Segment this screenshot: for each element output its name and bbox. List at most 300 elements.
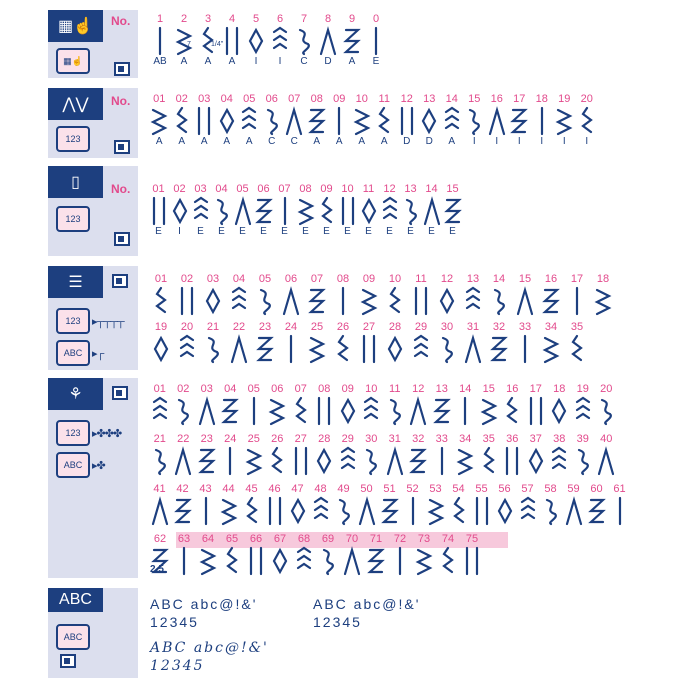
stitch-cell[interactable]: [148, 182, 169, 238]
stitch-cell[interactable]: [289, 432, 313, 476]
stitch-cell[interactable]: [571, 432, 595, 476]
number-select-tile[interactable]: 123: [56, 206, 90, 232]
section-decorative-1: [48, 266, 643, 370]
stitch-symbol-icon: [333, 334, 353, 364]
stitch-symbol-icon: [487, 106, 507, 136]
stitch-cell[interactable]: [219, 382, 243, 426]
stitch-cell[interactable]: [585, 482, 608, 526]
stitch-cell[interactable]: [337, 182, 358, 238]
stitch-number: 49: [337, 483, 350, 495]
presser-foot-icon: [114, 140, 130, 154]
stitch-number: 21: [206, 321, 220, 333]
stitch-symbol-icon: [449, 496, 469, 526]
stitch-cell[interactable]: [220, 12, 244, 68]
stitch-number: 53: [429, 483, 442, 495]
stitch-cell[interactable]: [351, 92, 374, 148]
stitch-cell[interactable]: [200, 272, 226, 316]
stitch-symbol-icon: [352, 106, 372, 136]
stitch-symbol-icon: [573, 396, 593, 426]
stitch-cell[interactable]: [383, 432, 407, 476]
stitch-cell[interactable]: [328, 92, 351, 148]
presser-foot-letter: A: [358, 136, 366, 147]
stitch-symbol-icon: [380, 196, 400, 226]
stitch-symbol-icon: [359, 334, 379, 364]
decorative-mode-2[interactable]: [48, 378, 103, 410]
select-tile[interactable]: [56, 48, 90, 74]
stitch-number: 08: [336, 273, 350, 285]
stitch-cell[interactable]: [292, 12, 316, 68]
stitch-cell[interactable]: [442, 182, 463, 238]
stitch-symbol-icon: [509, 106, 529, 136]
stitch-cell[interactable]: [286, 482, 309, 526]
stitch-symbol-icon: [567, 286, 587, 316]
stitch-symbol-icon: [291, 446, 311, 476]
stitch-cell[interactable]: [400, 182, 421, 238]
stitch-cell[interactable]: [278, 272, 304, 316]
stitch-cell[interactable]: [200, 320, 226, 364]
presser-foot-icon: [112, 386, 128, 400]
stitch-number: 75: [465, 533, 479, 545]
stitch-cell[interactable]: [240, 482, 263, 526]
number-header: No.: [111, 94, 131, 108]
stitch-symbol-icon: [246, 26, 266, 56]
stitch-cell[interactable]: [477, 382, 501, 426]
stitch-cell[interactable]: [407, 382, 431, 426]
stitch-cell[interactable]: [486, 272, 512, 316]
stitch-symbol-icon: [541, 496, 561, 526]
stitch-number: 62: [153, 533, 167, 545]
stitch-cell[interactable]: [388, 532, 412, 576]
stitch-number: 55: [475, 483, 488, 495]
number-select-tile[interactable]: 123: [56, 126, 90, 152]
stitch-cell[interactable]: [373, 92, 396, 148]
stitch-cell[interactable]: [364, 532, 388, 576]
stitch-symbol-icon: [366, 26, 386, 56]
stitch-symbol-icon: [455, 396, 475, 426]
stitch-cell[interactable]: [252, 320, 278, 364]
stitch-symbol-icon: [549, 396, 569, 426]
stitch-cell[interactable]: [477, 432, 501, 476]
stitch-symbol-icon: [198, 26, 224, 56]
stitch-cell[interactable]: [252, 272, 278, 316]
presser-foot-letter: E: [302, 226, 309, 237]
stitch-cell[interactable]: [174, 272, 200, 316]
letter-select-tile[interactable]: ABC: [56, 452, 90, 478]
stitch-symbol-icon: [432, 396, 452, 426]
stitch-number: 33: [518, 321, 532, 333]
stitch-cell[interactable]: [340, 532, 364, 576]
stitch-cell[interactable]: [493, 482, 516, 526]
stitch-symbol-icon: [177, 334, 197, 364]
stitch-number: 67: [273, 533, 287, 545]
stitch-cell[interactable]: [501, 432, 525, 476]
stitch-cell[interactable]: [211, 182, 232, 238]
stitch-number: 73: [417, 533, 431, 545]
stitch-cell[interactable]: [436, 532, 460, 576]
stitch-cell[interactable]: [430, 432, 454, 476]
stitch-symbol-icon: [397, 106, 417, 136]
decorative-mode[interactable]: [48, 266, 103, 298]
stitch-cell[interactable]: [226, 320, 252, 364]
stitch-number: 66: [249, 533, 263, 545]
stitch-number: 48: [314, 483, 327, 495]
presser-foot-letter: I: [495, 136, 499, 147]
stitch-cell[interactable]: [360, 382, 384, 426]
stitch-symbol-icon: [255, 286, 275, 316]
stitch-cell[interactable]: [295, 182, 316, 238]
presser-foot-letter: AB: [153, 56, 167, 67]
stitch-cell[interactable]: [516, 482, 539, 526]
presser-foot-letter: E: [155, 226, 162, 237]
stitch-cell[interactable]: [531, 92, 554, 148]
stitch-cell[interactable]: [447, 482, 470, 526]
stitch-number: 08: [310, 93, 323, 105]
stitch-number: 08: [318, 383, 331, 395]
font3-line2: 12345: [150, 658, 205, 674]
stitch-symbol-icon: [222, 546, 242, 576]
stitch-cell[interactable]: [226, 272, 252, 316]
stitch-cell[interactable]: [396, 92, 419, 148]
stitch-cell[interactable]: [172, 532, 196, 576]
alphabet-mode[interactable]: ABC: [48, 588, 103, 612]
stitch-grid: [148, 92, 598, 148]
sidebar-panel: [48, 166, 138, 256]
stitch-cell[interactable]: [336, 382, 360, 426]
stitch-number: 26: [271, 433, 284, 445]
stitch-cell[interactable]: [172, 432, 196, 476]
stitch-cell[interactable]: [382, 272, 408, 316]
stitch-cell[interactable]: [148, 382, 172, 426]
stitch-symbol-icon: [463, 334, 483, 364]
stitch-cell[interactable]: [434, 272, 460, 316]
stitch-number: 36: [506, 433, 519, 445]
stitch-cell[interactable]: [562, 482, 585, 526]
stitch-cell[interactable]: [424, 482, 447, 526]
stitch-cell[interactable]: [548, 432, 572, 476]
stitch-cell[interactable]: [524, 432, 548, 476]
stitch-cell[interactable]: [463, 92, 486, 148]
stitch-number: 13: [466, 273, 480, 285]
stitch-cell[interactable]: [501, 382, 525, 426]
stitch-symbol-icon: [567, 334, 587, 364]
stitch-cell[interactable]: [571, 382, 595, 426]
stitch-cell[interactable]: [292, 532, 316, 576]
stitch-cell[interactable]: [512, 272, 538, 316]
stitch-cell[interactable]: [564, 320, 590, 364]
stitch-cell[interactable]: [383, 382, 407, 426]
buttonhole-mode[interactable]: [48, 166, 103, 198]
stitch-cell[interactable]: [283, 92, 306, 148]
stitch-number: 03: [200, 383, 213, 395]
stitch-cell[interactable]: [486, 92, 509, 148]
stitch-symbol-icon: [518, 496, 538, 526]
stitch-cell[interactable]: [408, 272, 434, 316]
stitch-cell[interactable]: [217, 482, 240, 526]
stitch-cell[interactable]: [430, 382, 454, 426]
stitch-symbol-icon: [442, 106, 462, 136]
stitch-cell[interactable]: [193, 92, 216, 148]
stitch-cell[interactable]: [330, 320, 356, 364]
stitch-cell[interactable]: [538, 272, 564, 316]
stitch-cell[interactable]: [148, 12, 172, 68]
stitch-cell[interactable]: [268, 12, 292, 68]
stitch-number: 01: [152, 183, 165, 195]
stitch-cell[interactable]: [340, 12, 364, 68]
presser-foot-letter: I: [178, 226, 181, 237]
stitch-cell[interactable]: [441, 92, 464, 148]
stitch-cell[interactable]: [216, 92, 239, 148]
stitch-cell[interactable]: [539, 482, 562, 526]
stitch-symbol-icon: [219, 496, 239, 526]
stitch-cell[interactable]: [401, 482, 424, 526]
stitch-cell[interactable]: [242, 382, 266, 426]
stitch-cell[interactable]: [364, 12, 388, 68]
stitch-number: 05: [243, 93, 256, 105]
presser-foot-letter: I: [585, 136, 589, 147]
stitch-cell[interactable]: [538, 320, 564, 364]
stitch-cell[interactable]: [313, 382, 337, 426]
stitch-cell[interactable]: [196, 12, 224, 68]
stitch-cell[interactable]: [148, 432, 172, 476]
stitch-symbol-icon: [502, 396, 522, 426]
stitch-cell[interactable]: [266, 432, 290, 476]
stitch-cell[interactable]: [508, 92, 531, 148]
stitch-number: 18: [596, 273, 610, 285]
letter-select-tile[interactable]: ABC: [56, 624, 90, 650]
stitch-cell[interactable]: [379, 182, 400, 238]
stitch-number: 16: [544, 273, 558, 285]
stitch-number: 11: [389, 383, 401, 395]
stitch-symbol-icon: [414, 546, 434, 576]
stitch-number: 14: [492, 273, 506, 285]
stitch-cell[interactable]: [148, 272, 174, 316]
number-select-tile[interactable]: 123: [56, 308, 90, 334]
presser-foot-letter: E: [407, 226, 414, 237]
stitch-cell[interactable]: [274, 182, 295, 238]
stitch-symbol-icon: [203, 334, 223, 364]
stitch-number: 04: [220, 93, 233, 105]
stitch-symbol-icon: [541, 286, 561, 316]
stitch-cell[interactable]: [148, 482, 171, 526]
stitch-symbol-icon: [502, 446, 522, 476]
stitch-cell[interactable]: [356, 320, 382, 364]
stitch-symbol-icon: [610, 496, 630, 526]
stitch-symbol-icon: [472, 496, 492, 526]
stitch-cell[interactable]: [332, 482, 355, 526]
stitch-cell[interactable]: [418, 92, 441, 148]
stitch-cell[interactable]: [590, 272, 616, 316]
stitch-number: 10: [341, 183, 354, 195]
number-select-tile[interactable]: 123: [56, 420, 90, 446]
stitch-number: 40: [600, 433, 613, 445]
stitch-number: 27: [362, 321, 376, 333]
stitch-cell[interactable]: [171, 482, 194, 526]
stitch-cell[interactable]: [190, 182, 211, 238]
stitch-number: 23: [258, 321, 272, 333]
stitch-cell[interactable]: [194, 482, 217, 526]
stitch-cell[interactable]: [595, 382, 619, 426]
stitch-cell[interactable]: [356, 272, 382, 316]
stitch-number: 34: [459, 433, 472, 445]
letter-select-tile[interactable]: ABC: [56, 340, 90, 366]
stitch-cell[interactable]: [595, 432, 619, 476]
utility-mode[interactable]: [48, 88, 103, 120]
stitch-cell[interactable]: [336, 432, 360, 476]
stitch-symbol-icon: [479, 446, 499, 476]
stitch-cell[interactable]: [278, 320, 304, 364]
stitch-cell[interactable]: [553, 92, 576, 148]
section-alphabets: [48, 588, 643, 678]
stitch-cell[interactable]: [242, 432, 266, 476]
stitch-cell[interactable]: [306, 92, 329, 148]
stitch-number: 06: [265, 93, 278, 105]
stitch-cell[interactable]: [316, 532, 340, 576]
stitch-cell[interactable]: [470, 482, 493, 526]
stitch-cell[interactable]: [171, 92, 194, 148]
stitch-cell[interactable]: [330, 272, 356, 316]
presser-foot-letter: E: [323, 226, 330, 237]
stitch-cell[interactable]: [174, 320, 200, 364]
stitch-number: 65: [225, 533, 239, 545]
stitch-symbol-icon: [267, 396, 287, 426]
stitch-cell[interactable]: [195, 382, 219, 426]
stitch-cell[interactable]: [268, 532, 292, 576]
stitch-number: 42: [176, 483, 189, 495]
number-header: No.: [111, 14, 131, 28]
stitch-cell[interactable]: [608, 482, 631, 526]
stitch-number: 35: [482, 433, 495, 445]
stitch-number: 74: [441, 533, 455, 545]
stitch-number: 72: [393, 533, 407, 545]
pattern-arrow-icon: ▸┬┬┬┬: [92, 316, 124, 328]
stitch-cell[interactable]: [196, 532, 220, 576]
stitch-cell[interactable]: [421, 182, 442, 238]
stitch-cell[interactable]: [524, 382, 548, 426]
stitch-symbol-icon: [411, 334, 431, 364]
stitch-cell[interactable]: [454, 382, 478, 426]
stitch-cell[interactable]: [304, 320, 330, 364]
stitch-cell[interactable]: [220, 532, 244, 576]
stitch-cell[interactable]: [378, 482, 401, 526]
stitch-symbol-icon: [317, 196, 337, 226]
stitch-number: 58: [544, 483, 557, 495]
stitch-cell[interactable]: [434, 320, 460, 364]
stitch-symbol-icon: [338, 446, 358, 476]
stitch-cell[interactable]: [408, 320, 434, 364]
stitch-cell[interactable]: [576, 92, 599, 148]
stitch-cell[interactable]: [460, 272, 486, 316]
stitch-number: 12: [400, 93, 413, 105]
stitch-cell[interactable]: [564, 272, 590, 316]
stitch-cell[interactable]: [232, 182, 253, 238]
stitch-cell[interactable]: [358, 182, 379, 238]
stitch-symbol-icon: [438, 546, 458, 576]
stitch-number: 64: [201, 533, 215, 545]
presser-foot-letter: A: [313, 136, 321, 147]
stitch-number: 06: [257, 183, 270, 195]
stitch-cell[interactable]: [219, 432, 243, 476]
stitch-cell[interactable]: [512, 320, 538, 364]
stitch-cell[interactable]: [148, 320, 174, 364]
stitch-cell[interactable]: [169, 182, 190, 238]
stitch-cell[interactable]: [407, 432, 431, 476]
pattern-arrow-icon: ▸✤: [92, 460, 105, 472]
presser-foot-letter: E: [386, 226, 393, 237]
stitch-grid: [148, 272, 616, 316]
stitch-cell[interactable]: [316, 182, 337, 238]
stitch-cell[interactable]: [454, 432, 478, 476]
stitch-symbol-icon: [408, 396, 428, 426]
stitch-cell[interactable]: [172, 382, 196, 426]
stitch-number: 05: [258, 273, 272, 285]
stitch-cell[interactable]: [486, 320, 512, 364]
stitch-cell[interactable]: [266, 382, 290, 426]
stitch-cell[interactable]: [263, 482, 286, 526]
stitch-number: 23: [200, 433, 213, 445]
section-buttonholes: [48, 166, 643, 256]
stitch-number: 02: [173, 183, 186, 195]
stitch-symbol-icon: [463, 286, 483, 316]
stitch-cell[interactable]: [412, 532, 436, 576]
stitch-cell[interactable]: [172, 12, 196, 68]
stitch-symbol-icon: [489, 334, 509, 364]
stitch-number: 47: [291, 483, 304, 495]
stitch-number: 44: [222, 483, 235, 495]
presser-foot-letter: A: [245, 136, 253, 147]
stitch-symbol-icon: [419, 106, 439, 136]
stitch-cell[interactable]: [460, 320, 486, 364]
stitch-symbol-icon: [270, 546, 290, 576]
stitch-number: 2: [180, 13, 188, 25]
stitch-cell[interactable]: [244, 532, 268, 576]
stitch-symbol-icon: [515, 286, 535, 316]
direct-select-mode[interactable]: [48, 10, 103, 42]
stitch-cell[interactable]: [253, 182, 274, 238]
stitch-symbol-icon: [422, 196, 442, 226]
stitch-symbol-icon: [385, 446, 405, 476]
stitch-cell[interactable]: [289, 382, 313, 426]
stitch-number: 70: [345, 533, 359, 545]
stitch-cell[interactable]: [195, 432, 219, 476]
stitch-cell[interactable]: [304, 272, 330, 316]
stitch-number: 12: [383, 183, 396, 195]
presser-foot-letter: A: [200, 136, 208, 147]
stitch-cell[interactable]: [313, 432, 337, 476]
stitch-number: 28: [318, 433, 331, 445]
stitch-number: 15: [482, 383, 495, 395]
stitch-number: 03: [206, 273, 220, 285]
stitch-cell[interactable]: [355, 482, 378, 526]
stitch-symbol-icon: [174, 546, 194, 576]
stitch-number: 19: [558, 93, 571, 105]
stitch-number: 10: [355, 93, 368, 105]
stitch-cell[interactable]: [382, 320, 408, 364]
stitch-symbol-icon: [255, 334, 275, 364]
stitch-cell[interactable]: [244, 12, 268, 68]
stitch-symbol-icon: [385, 286, 405, 316]
stitch-cell[interactable]: [261, 92, 284, 148]
stitch-cell[interactable]: [238, 92, 261, 148]
stitch-cell[interactable]: [316, 12, 340, 68]
stitch-cell[interactable]: [360, 432, 384, 476]
stitch-cell[interactable]: [548, 382, 572, 426]
stitch-cell[interactable]: [148, 92, 171, 148]
stitch-symbol-icon: [265, 496, 285, 526]
stitch-symbol-icon: [220, 396, 240, 426]
stitch-number: 30: [440, 321, 454, 333]
stitch-cell[interactable]: [460, 532, 484, 576]
stitch-cell[interactable]: [309, 482, 332, 526]
